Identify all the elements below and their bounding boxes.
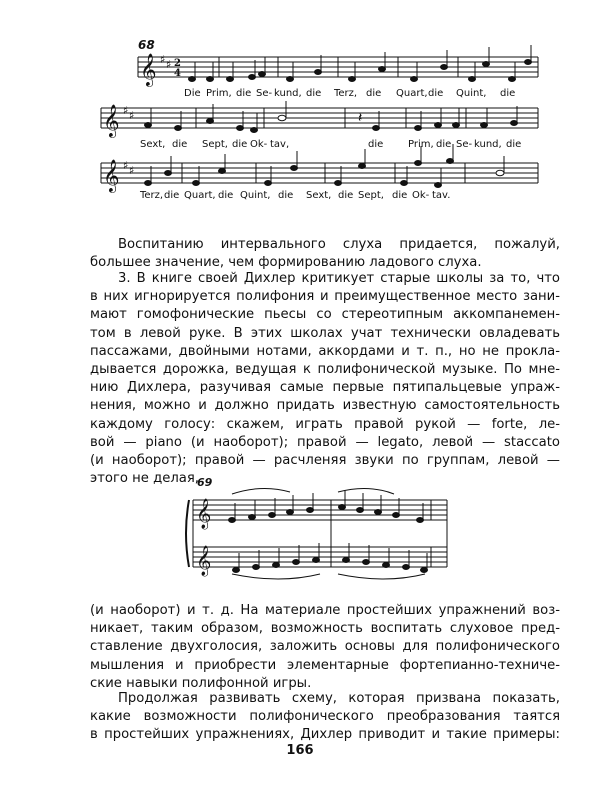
text-line: (и наоборот); правой — расчленяя звуки по группам, левой — [90, 453, 560, 469]
example-number-69: 69 [197, 476, 213, 489]
lyric: die [368, 139, 384, 150]
lyric: die [218, 190, 234, 201]
text-line: Воспитанию интервального слуха придается, пожалуй, [118, 237, 560, 252]
svg-text:𝄞: 𝄞 [196, 499, 212, 529]
lyric: Sept, [358, 190, 384, 201]
lyric: die [428, 88, 444, 99]
text-line: каждому голосу: скажем, играть правой рукой — forte, ле- [90, 416, 560, 432]
example-number-68: 68 [138, 38, 155, 52]
svg-text:♯: ♯ [160, 53, 166, 66]
lyric: die [164, 190, 180, 201]
text-line: какие возможности полифонического преобразования таятся [90, 709, 560, 725]
paragraph-3 [90, 602, 560, 693]
lyric: Quint, [240, 190, 271, 201]
lyric: Se- [256, 88, 273, 99]
lyric: die [306, 88, 322, 99]
text-line: (и наоборот) и т. д. На материале простейших упражнений воз- [90, 603, 560, 618]
text-line: мают гомофонические пьесы со стереотипным аккомпанемен- [90, 307, 560, 323]
svg-text:𝄽: 𝄽 [358, 110, 363, 126]
lyric: die [236, 88, 252, 99]
lyric: die [338, 190, 354, 201]
text-line: Продолжая развивать схему, которая призвана показать, [118, 691, 560, 706]
lyric: kund, [474, 139, 502, 150]
treble-clef-icon: 𝄞 [140, 53, 157, 86]
paragraph-1 [90, 236, 560, 272]
lyric: die [506, 139, 522, 150]
text-line: мышления и приобрести элементарные фортепианно-техниче- [90, 657, 560, 673]
text-line: никает, таким образом, возможность воспитать слуховое пред- [90, 621, 560, 637]
lyric: Se- [456, 139, 473, 150]
svg-text:4: 4 [174, 68, 181, 79]
paragraph-4 [90, 690, 560, 745]
lyric: Terz, [334, 88, 358, 99]
svg-text:♯: ♯ [129, 109, 135, 122]
svg-text:♯: ♯ [123, 159, 129, 172]
text-line: нию Дихлера, разучивая самые первые пятипальцевые упраж- [90, 380, 560, 396]
lyric: Sept, [202, 139, 228, 150]
svg-text:𝄞: 𝄞 [196, 546, 212, 576]
lyric: Prim, [408, 139, 434, 150]
lyric: die [278, 190, 294, 201]
text-line: в простейших упражнениях, Дихлер приводит и такие примеры: [90, 727, 560, 743]
text-line: вой — piano (и наоборот); правой — legato, левой — staccato [90, 434, 560, 450]
lyric: Ok- [250, 139, 268, 150]
svg-text:♯: ♯ [129, 164, 135, 177]
lyric: Quart, [396, 88, 428, 99]
lyric: tav. [432, 190, 451, 201]
text-line: в них игнорируется полифония и преимущественное место зани- [90, 289, 560, 305]
lyric: Sext, [306, 190, 332, 201]
lyric: kund, [274, 88, 302, 99]
lyrics-row-1 [0, 88, 600, 102]
lyric: Prim, [206, 88, 232, 99]
staff-68-row2 [101, 108, 538, 128]
text-line: 3. В книге своей Дихлер критикует старые школы за то, что [118, 271, 560, 286]
lyric: die [436, 139, 452, 150]
treble-clef-icon: 𝄞 [103, 159, 120, 192]
lyric: Terz, [140, 190, 164, 201]
lyric: Sext, [140, 139, 166, 150]
lyric: Quint, [456, 88, 487, 99]
lyric: die [392, 190, 408, 201]
lyric: die [366, 88, 382, 99]
text-line: этого не делая, [90, 471, 199, 487]
paragraph-2 [90, 270, 560, 488]
text-line: ставление двухголосия, заложить основы для полифонического [90, 639, 560, 655]
text-line: дывается дорожка, ведущая к полифонической музыке. По мне- [90, 362, 560, 378]
text-line: ские навыки полифонной игры. [90, 675, 312, 691]
lyric: die [500, 88, 516, 99]
lyric: Die [184, 88, 201, 99]
svg-text:♯: ♯ [166, 58, 172, 71]
lyric: die [172, 139, 188, 150]
lyrics-row-3 [0, 190, 600, 204]
svg-text:2: 2 [174, 58, 181, 69]
page-number: 166 [286, 743, 314, 758]
lyric: Quart, [184, 190, 216, 201]
lyric: die [232, 139, 248, 150]
text-line: большее значение, чем формированию ладового слуха. [90, 255, 482, 271]
text-line: том в левой руке. В этих школах учат технически овладевать [90, 325, 560, 341]
text-line: пассажами, двойными нотами, аккордами и т. п., но не прокла- [90, 343, 560, 359]
lyrics-row-2 [0, 139, 600, 153]
treble-clef-icon: 𝄞 [103, 104, 120, 137]
svg-text:♯: ♯ [123, 104, 129, 117]
text-line: нения, можно и должно придать известную самостоятельность [90, 398, 560, 414]
lyric: Ok- [412, 190, 430, 201]
staff-68-row1 [138, 57, 538, 77]
lyric: tav, [270, 139, 290, 150]
